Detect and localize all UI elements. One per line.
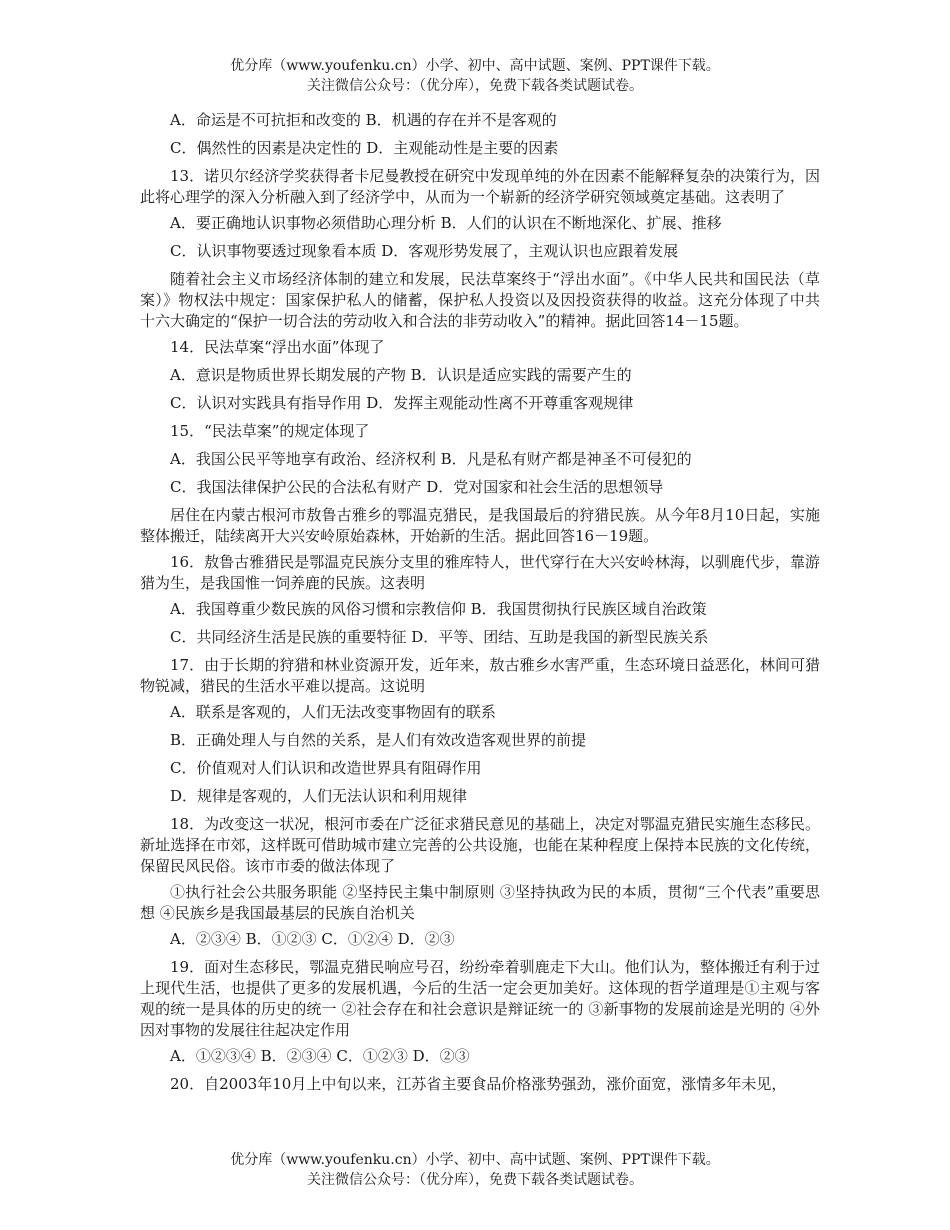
question-19: 19．面对生态移民，鄂温克猎民响应号召，纷纷牵着驯鹿走下大山。他们认为，整体搬迁有利于过上现代生活，也提供了更多的发展机遇，今后的生活一定会更加美好。这体现的哲学道理是①主观与客观的统一是具体的历史的统一 ②社会存在和社会意识是辩证统一的 ③新事物的发展前途是光明的 ④外因对事物的发展往往起决定作用 [140,958,820,1039]
reading-passage: 随着社会主义市场经济体制的建立和发展，民法草案终于“浮出水面”。《中华人民共和国民法（草案）》物权法中规定：国家保护私人的储蓄，保护私人投资以及因投资获得的收益。这充分体现了中共十六大确定的“保护一切合法的劳动收入和合法的非劳动收入”的精神。据此回答14－15题。 [140,270,820,330]
question-20: 20．自2003年10月上中旬以来，江苏省主要食品价格涨势强劲，涨价面宽，涨情多年未见， [170,1075,787,1093]
answer-option-d: D．规律是客观的，人们无法认识和利用规律 [170,787,468,805]
question-18: 18．为改变这一状况，根河市委在广泛征求猎民意见的基础上，决定对鄂温克猎民实施生态移民。新址选择在市郊，这样既可借助城市建立完善的公共设施，也能在某种程度上保持本民族的文化传统，保留民风民俗。该市市委的做法体现了 [140,815,820,875]
answer-options: A．我国公民平等地享有政治、经济权利 B．凡是私有财产都是神圣不可侵犯的 [170,450,692,468]
answer-options: C．偶然性的因素是决定性的 D．主观能动性是主要的因素 [170,139,559,157]
answer-options: C．认识事物要透过现象看本质 D．客观形势发展了，主观认识也应跟着发展 [170,242,679,260]
answer-options: A．意识是物质世界长期发展的产物 B．认识是适应实践的需要产生的 [170,366,632,384]
question-18-statements: ①执行社会公共服务职能 ②坚持民主集中制原则 ③坚持执政为民的本质，贯彻“三个代表”重要思想 ④民族乡是我国最基层的民族自治机关 [140,883,820,922]
question-14: 14．民法草案“浮出水面”体现了 [170,338,385,356]
answer-options: A．①②③④ B．②③④ C．①②③ D．②③ [170,1047,470,1065]
footer-line-2: 关注微信公众号：（优分库），免费下载各类试题试卷。 [307,1172,643,1188]
answer-options: C．我国法律保护公民的合法私有财产 D．党对国家和社会生活的思想领导 [170,478,664,496]
reading-passage: 居住在内蒙古根河市敖鲁古雅乡的鄂温克猎民，是我国最后的狩猎民族。从今年8月10日起，实施整体搬迁，陆续离开大兴安岭原始森林，开始新的生活。据此回答16－19题。 [140,506,820,545]
answer-options: A．命运是不可抗拒和改变的 B．机遇的存在并不是客观的 [170,111,557,129]
header-line-2: 关注微信公众号：（优分库），免费下载各类试题试卷。 [307,78,643,94]
answer-options: A．②③④ B．①②③ C．①②④ D．②③ [170,930,455,948]
question-16: 16．敖鲁古雅猎民是鄂温克民族分支里的雅库特人，世代穿行在大兴安岭林海，以驯鹿代步，靠游猎为生，是我国惟一饲养鹿的民族。这表明 [140,553,820,592]
question-15: 15．“民法草案”的规定体现了 [170,422,370,440]
header-line-1: 优分库（www.youfenku.cn）小学、初中、高中试题、案例、PPT课件下载。 [230,58,720,74]
page-header [0,56,950,96]
answer-option-a: A．联系是客观的，人们无法改变事物固有的联系 [170,703,496,721]
answer-options: A．我国尊重少数民族的风俗习惯和宗教信仰 B．我国贯彻执行民族区域自治政策 [170,600,707,618]
answer-options: A．要正确地认识事物必须借助心理分析 B．人们的认识在不断地深化、扩展、推移 [170,214,722,232]
answer-options: C．认识对实践具有指导作用 D．发挥主观能动性离不开尊重客观规律 [170,394,634,412]
answer-option-c: C．价值观对人们认识和改造世界具有阻碍作用 [170,759,482,777]
question-17: 17．由于长期的狩猎和林业资源开发，近年来，敖古雅乡水害严重，生态环境日益恶化，林间可猎物锐减，猎民的生活水平难以提高。这说明 [140,656,820,695]
footer-line-1: 优分库（www.youfenku.cn）小学、初中、高中试题、案例、PPT课件下载。 [230,1152,720,1168]
document-body [140,110,820,1100]
question-13: 13．诺贝尔经济学奖获得者卡尼曼教授在研究中发现单纯的外在因素不能解释复杂的决策行为，因此将心理学的深入分析融入到了经济学中，从而为一个崭新的经济学研究领域奠定基础。这表明了 [140,167,820,206]
answer-option-b: B．正确处理人与自然的关系，是人们有效改造客观世界的前提 [170,731,587,749]
answer-options: C．共同经济生活是民族的重要特征 D．平等、团结、互助是我国的新型民族关系 [170,628,709,646]
page-footer [0,1150,950,1190]
